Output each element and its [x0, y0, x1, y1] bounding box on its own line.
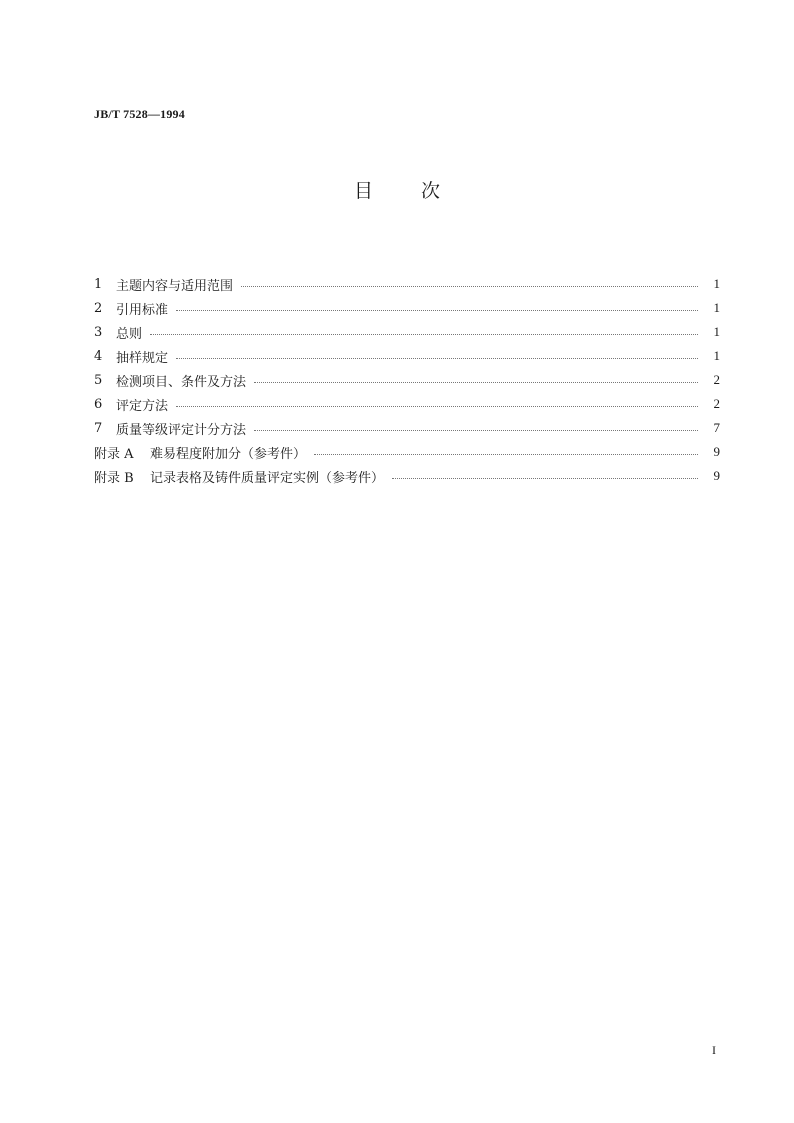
- toc-entry-number: 5: [94, 372, 103, 388]
- dot-leader: [254, 429, 698, 431]
- toc-entry[interactable]: [94, 272, 720, 296]
- toc-entry-label: 记录表格及铸件质量评定实例（参考件）: [150, 470, 385, 486]
- toc-entry-label: 主题内容与适用范围: [116, 278, 234, 294]
- toc-entry-number: 附录 A: [94, 446, 134, 462]
- dot-leader: [176, 405, 698, 407]
- toc-entry-number: 6: [94, 396, 103, 412]
- toc-entry-label: 难易程度附加分（参考件）: [150, 446, 307, 462]
- toc-entry-appendix[interactable]: [94, 464, 720, 488]
- toc-entry-number: 3: [94, 324, 103, 340]
- standard-code: JB/T 7528—1994: [94, 107, 185, 121]
- toc-entry-page: 2: [713, 372, 720, 387]
- toc-entry-number: 4: [94, 348, 103, 364]
- toc-entry-number: 7: [94, 420, 103, 436]
- toc-entry-page: 9: [713, 444, 720, 459]
- toc-entry-label: 检测项目、条件及方法: [116, 374, 247, 390]
- page-title: [0, 176, 794, 203]
- toc-entry-number: 1: [94, 276, 103, 292]
- toc-entry[interactable]: [94, 296, 720, 320]
- toc-entry-page: 1: [713, 348, 720, 363]
- page-number: I: [712, 1043, 716, 1057]
- toc-entry[interactable]: [94, 392, 720, 416]
- toc-entry[interactable]: [94, 368, 720, 392]
- dot-leader: [241, 285, 698, 287]
- toc-entry-label: 评定方法: [116, 398, 169, 414]
- toc-entry-page: 1: [713, 276, 720, 291]
- dot-leader: [176, 357, 698, 359]
- dot-leader: [392, 477, 698, 479]
- title-char-1: 目: [353, 180, 373, 202]
- dot-leader: [176, 309, 698, 311]
- toc-entry-page: 1: [713, 300, 720, 315]
- toc-entry-label: 总则: [116, 326, 143, 342]
- toc-entry-page: 1: [713, 324, 720, 339]
- toc-entry-label: 抽样规定: [116, 350, 169, 366]
- toc-entry-page: 2: [713, 396, 720, 411]
- toc-entry-page: 7: [713, 420, 720, 435]
- title-char-2: 次: [421, 180, 441, 202]
- toc-entry-page: 9: [713, 468, 720, 483]
- dot-leader: [254, 381, 698, 383]
- dot-leader: [314, 453, 698, 455]
- toc-entry[interactable]: [94, 416, 720, 440]
- dot-leader: [150, 333, 698, 335]
- toc-entry-number: 附录 B: [94, 470, 134, 486]
- toc-entry-label: 质量等级评定计分方法: [116, 422, 247, 438]
- toc-entry-appendix[interactable]: [94, 440, 720, 464]
- toc-entry-number: 2: [94, 300, 103, 316]
- toc-entry[interactable]: [94, 320, 720, 344]
- table-of-contents: [94, 272, 720, 488]
- toc-entry[interactable]: [94, 344, 720, 368]
- toc-entry-label: 引用标准: [116, 302, 169, 318]
